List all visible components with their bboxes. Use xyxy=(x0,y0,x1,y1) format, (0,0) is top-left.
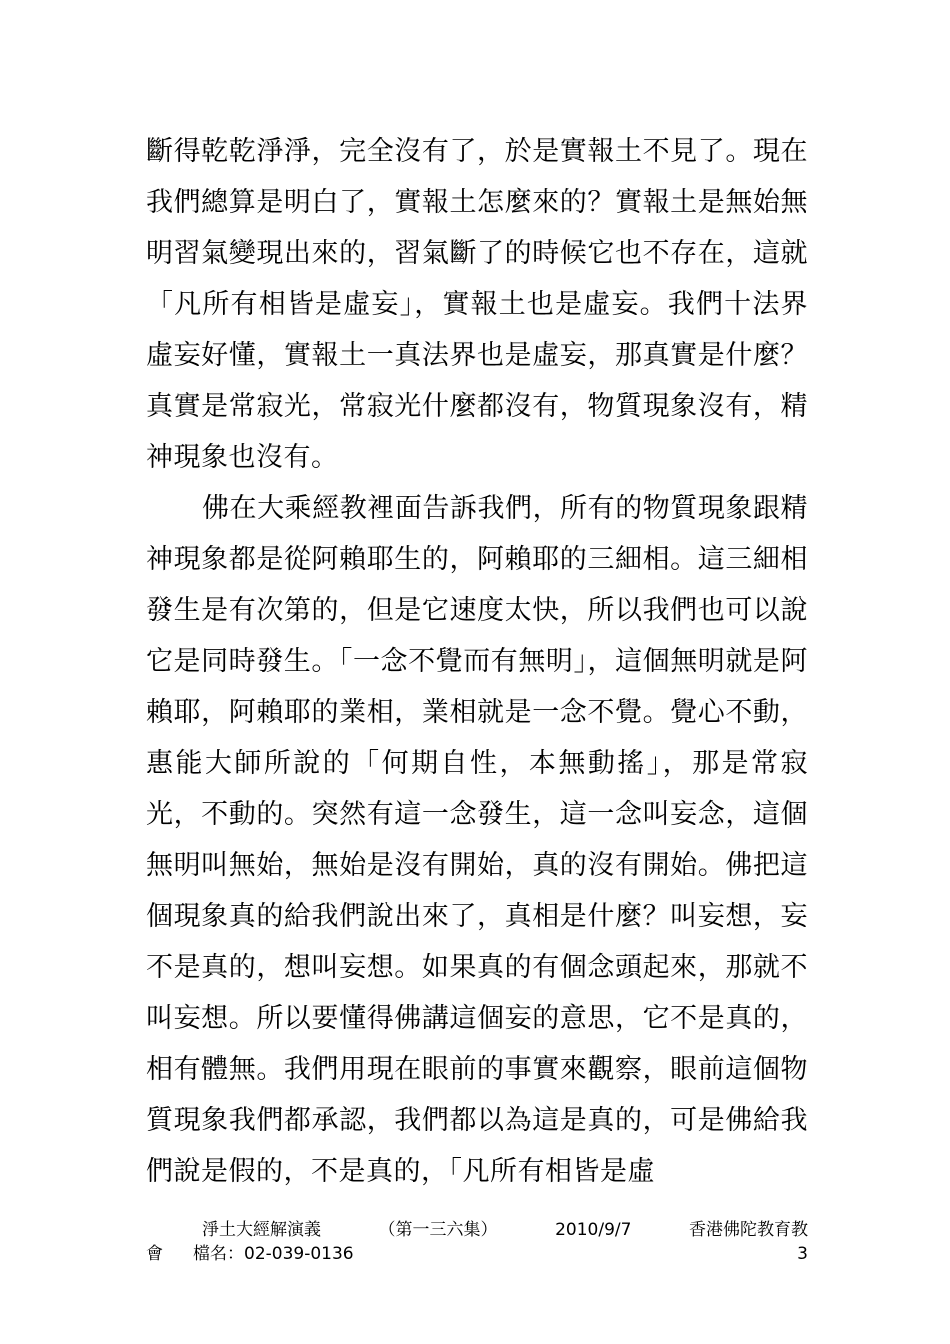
footer-title: 淨土大經解演義 xyxy=(202,1220,321,1240)
footer-org-continued: 會 xyxy=(146,1244,163,1264)
page-footer xyxy=(146,1218,808,1266)
footer-episode: （第一三六集） xyxy=(378,1220,498,1240)
footer-line-1 xyxy=(146,1218,808,1242)
footer-filename: 檔名：02-039-0136 xyxy=(193,1244,354,1264)
paragraph-2: 佛在大乘經教裡面告訴我們，所有的物質現象跟精神現象都是從阿賴耶生的，阿賴耶的三細相。這三細相發生是有次第的，但是它速度太快，所以我們也可以說它是同時發生。「一念不覺而有無明」，這個無明就是阿賴耶，阿賴耶的業相，業相就是一念不覺。覺心不動，惠能大師所說的「何期自性，本無動搖」，那是常寂光，不動的。突然有這一念發生，這一念叫妄念，這個無明叫無始，無始是沒有開始，真的沒有開始。佛把這個現象真的給我們說出來了，真相是什麼？叫妄想，妄不是真的，想叫妄想。如果真的有個念頭起來，那就不叫妄想。所以要懂得佛講這個妄的意思，它不是真的，相有體無。我們用現在眼前的事實來觀察，眼前這個物質現象我們都承認，我們都以為這是真的，可是佛給我們說是假的，不是真的，「凡所有相皆是虛 xyxy=(146,493,808,1187)
footer-line-2 xyxy=(146,1242,808,1266)
footer-date: 2010/9/7 xyxy=(555,1220,632,1240)
paragraph-1: 斷得乾乾淨淨，完全沒有了，於是實報土不見了。現在我們總算是明白了，實報土怎麼來的？實報土是無始無明習氣變現出來的，習氣斷了的時候它也不存在，這就「凡所有相皆是虛妄」，實報土也是虛妄。我們十法界虛妄好懂，實報土一真法界也是虛妄，那真實是什麼？真實是常寂光，常寂光什麼都沒有，物質現象沒有，精神現象也沒有。 xyxy=(146,136,808,473)
footer-org: 香港佛陀教育教 xyxy=(689,1220,808,1240)
body-text xyxy=(146,126,808,1197)
page-number: 3 xyxy=(797,1244,808,1264)
